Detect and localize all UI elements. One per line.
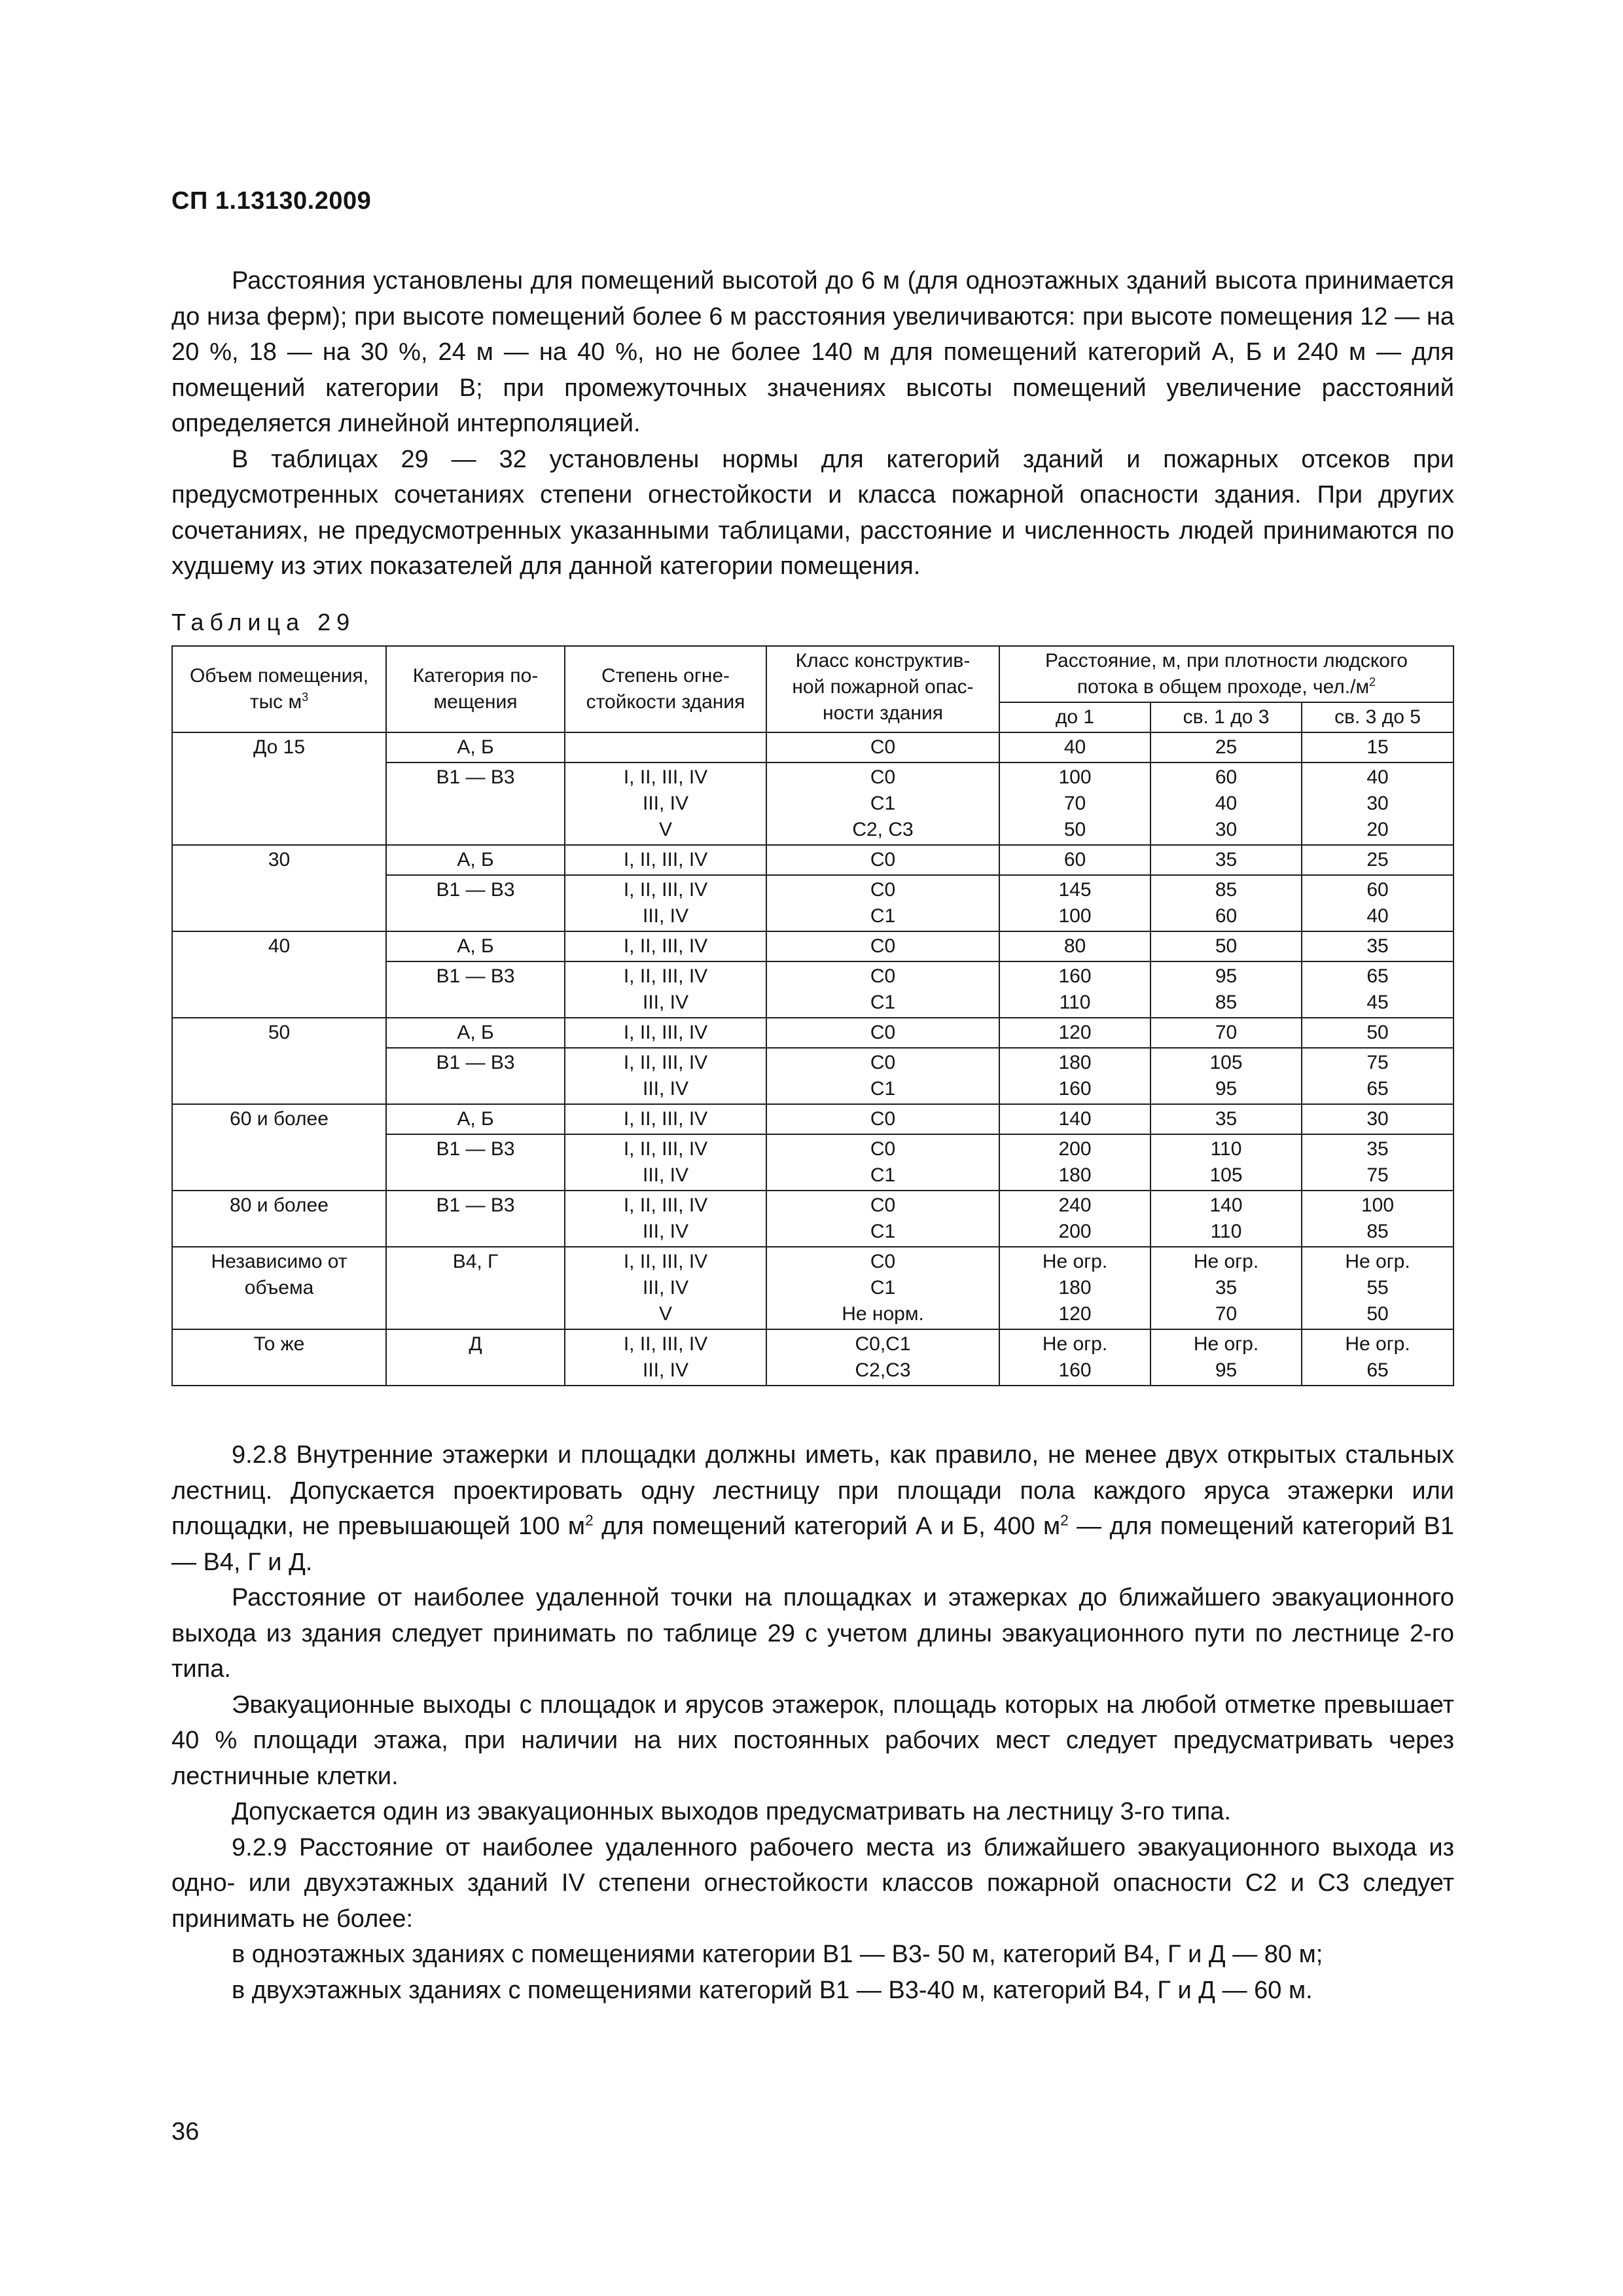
cell-d3: 40 30 20 <box>1302 762 1454 845</box>
cell-d1: 100 70 50 <box>999 762 1150 845</box>
cell-d3: 75 65 <box>1302 1048 1454 1104</box>
cell-volume: 80 и более <box>172 1191 386 1247</box>
cell-degree: I, II, III, IV III, IV <box>565 1134 766 1191</box>
cell-d3: 60 40 <box>1302 875 1454 931</box>
cell-d3: 50 <box>1302 1018 1454 1048</box>
cell-class: С0 С1 С2, С3 <box>766 762 999 845</box>
cell-d1: 80 <box>999 931 1150 961</box>
table-row <box>172 1191 1454 1247</box>
cell-volume: 40 <box>172 931 386 1018</box>
cell-volume: 30 <box>172 845 386 931</box>
cell-class: С0 <box>766 1104 999 1134</box>
cell-d2: 70 <box>1150 1018 1302 1048</box>
superscript: 2 <box>1060 1511 1069 1529</box>
table-row <box>172 1329 1454 1386</box>
paragraph-distance: Расстояние от наиболее удаленной точки на площадках и этажерках до ближайшего эвакуационного выхода из здания следует принимать по таблице 29 с учетом длины эвакуационного пути по лестнице 2-го типа. <box>171 1584 1454 1683</box>
col-header-volume <box>172 646 386 732</box>
cell-d1: 40 <box>999 732 1150 762</box>
cell-degree: I, II, III, IV III, IV <box>565 1048 766 1104</box>
paragraph-one-storey: в одноэтажных зданиях с помещениями категории В1 — В3- 50 м, категорий В4, Г и Д — 80 м; <box>232 1941 1323 1968</box>
cell-d2: Не огр. 35 70 <box>1150 1247 1302 1329</box>
cell-d1: 160 110 <box>999 961 1150 1018</box>
cell-category: А, Б <box>386 732 565 762</box>
cell-d1: 180 160 <box>999 1048 1150 1104</box>
cell-volume: То же <box>172 1329 386 1386</box>
cell-d1: 60 <box>999 845 1150 875</box>
cell-volume: 50 <box>172 1018 386 1104</box>
cell-d2: 105 95 <box>1150 1048 1302 1104</box>
cell-d2: 35 <box>1150 1104 1302 1134</box>
intro-paragraph-1: Расстояния установлены для помещений высотой до 6 м (для одноэтажных зданий высота принимается до низа ферм); при высоте помещений более 6 м расстояния увеличиваются: при высоте помещения 12 — на 20 %, 18 — на 30 %, 24 м — на 40 %, но не более 140 м для помещений категорий А, Б и 240 м — для помещений категории В; при промежуточных значениях высоты помещений увеличение расстояний определяется линейной интерполяцией. <box>171 267 1454 437</box>
cell-d2: 50 <box>1150 931 1302 961</box>
cell-category: В1 — В3 <box>386 762 565 845</box>
cell-volume: 60 и более <box>172 1104 386 1191</box>
cell-d2: 110 105 <box>1150 1134 1302 1191</box>
cell-d3: 35 <box>1302 931 1454 961</box>
document-code: СП 1.13130.2009 <box>171 187 372 215</box>
table-row <box>172 1247 1454 1329</box>
cell-class: С0 С1 <box>766 1048 999 1104</box>
cell-class: С0 С1 <box>766 1191 999 1247</box>
cell-volume: Независимо от объема <box>172 1247 386 1329</box>
col-header-distance <box>999 646 1454 702</box>
cell-degree: I, II, III, IV <box>565 1104 766 1134</box>
table-row <box>172 1104 1454 1134</box>
page-number: 36 <box>171 2118 200 2145</box>
col-header-fire-resistance: Степень огне- стойкости здания <box>565 646 766 732</box>
cell-category: Д <box>386 1329 565 1386</box>
cell-degree: I, II, III, IV III, IV V <box>565 1247 766 1329</box>
cell-d2: 85 60 <box>1150 875 1302 931</box>
col-header-volume-sup: 3 <box>302 691 309 704</box>
cell-d2: 35 <box>1150 845 1302 875</box>
cell-class: С0 <box>766 845 999 875</box>
cell-degree: I, II, III, IV III, IV V <box>565 762 766 845</box>
cell-d2: 25 <box>1150 732 1302 762</box>
cell-degree <box>565 732 766 762</box>
cell-d2: Не огр. 95 <box>1150 1329 1302 1386</box>
table-header-row <box>172 646 1454 702</box>
col-header-distance-text: Расстояние, м, при плотности людского потока в общем проходе, чел./м <box>1045 650 1408 698</box>
cell-category: А, Б <box>386 845 565 875</box>
table-row <box>172 1018 1454 1048</box>
cell-d1: 140 <box>999 1104 1150 1134</box>
cell-class: С0 <box>766 931 999 961</box>
paragraph-9-2-8 <box>171 1437 1454 1580</box>
superscript: 2 <box>585 1511 594 1529</box>
cell-class: С0 С1 <box>766 961 999 1018</box>
cell-category: В1 — В3 <box>386 1191 565 1247</box>
col-header-category: Категория по- мещения <box>386 646 565 732</box>
paragraph-9-2-8-part-c: — для помещений категорий В1 — В4, Г и Д. <box>171 1513 1454 1576</box>
cell-class: С0 С1 <box>766 875 999 931</box>
paragraph-9-2-9: 9.2.9 Расстояние от наиболее удаленного рабочего места из ближайшего эвакуационного выхода из одно- или двухэтажных зданий IV степени огнестойкости классов пожарной опасности С2 и С3 следует принимать не более: <box>171 1833 1454 1933</box>
cell-class: С0 С1 Не норм. <box>766 1247 999 1329</box>
table-caption: Таблица 29 <box>171 609 356 636</box>
cell-d3: 100 85 <box>1302 1191 1454 1247</box>
paragraph-9-2-8-part-a: 9.2.8 Внутренние этажерки и площадки должны иметь, как правило, не менее двух открытых стальных лестниц. Допускается проектировать одну лестницу при площади пола каждого яруса этажерки или площадки, не превышающей 100 м <box>171 1441 1454 1540</box>
cell-d3: 15 <box>1302 732 1454 762</box>
intro-paragraph-2: В таблицах 29 — 32 установлены нормы для категорий зданий и пожарных отсеков при предусмотренных сочетаниях степени огнестойкости и класса пожарной опасности здания. При других сочетаниях, не предусмотренных указанными таблицами, расстояние и численность людей принимаются по худшему из этих показателей для данной категории помещения. <box>171 445 1454 580</box>
section-text <box>171 1437 1454 2008</box>
paragraph-third-type-stair: Допускается один из эвакуационных выходов предусматривать на лестницу 3-го типа. <box>232 1798 1231 1825</box>
paragraph-evacuation-exits: Эвакуационные выходы с площадок и ярусов этажерок, площадь которых на любой отметке превышает 40 % площади этажа, при наличии на них постоянных рабочих мест следует предусматривать через лестничные клетки. <box>171 1691 1454 1790</box>
table-row <box>172 732 1454 762</box>
cell-category: В1 — В3 <box>386 1048 565 1104</box>
cell-d1: Не огр. 180 120 <box>999 1247 1150 1329</box>
paragraph-9-2-8-part-b: для помещений категорий А и Б, 400 м <box>593 1513 1061 1540</box>
cell-degree: I, II, III, IV III, IV <box>565 1191 766 1247</box>
col-header-density-2: св. 1 до 3 <box>1150 702 1302 732</box>
col-header-volume-text: Объем помещения, тыс м <box>189 665 369 713</box>
cell-d1: 120 <box>999 1018 1150 1048</box>
cell-category: В1 — В3 <box>386 875 565 931</box>
cell-degree: I, II, III, IV III, IV <box>565 961 766 1018</box>
cell-category: А, Б <box>386 1104 565 1134</box>
cell-d1: 145 100 <box>999 875 1150 931</box>
cell-category: В4, Г <box>386 1247 565 1329</box>
table-row <box>172 931 1454 961</box>
cell-degree: I, II, III, IV <box>565 1018 766 1048</box>
table-29 <box>171 645 1454 1386</box>
cell-class: С0 С1 <box>766 1134 999 1191</box>
paragraph-two-storey: в двухэтажных зданиях с помещениями категорий В1 — В3-40 м, категорий В4, Г и Д — 60 м. <box>232 1976 1313 2004</box>
cell-category: В1 — В3 <box>386 961 565 1018</box>
cell-d3: 65 45 <box>1302 961 1454 1018</box>
cell-d3: 35 75 <box>1302 1134 1454 1191</box>
cell-degree: I, II, III, IV <box>565 845 766 875</box>
cell-category: А, Б <box>386 931 565 961</box>
cell-category: В1 — В3 <box>386 1134 565 1191</box>
cell-d1: 200 180 <box>999 1134 1150 1191</box>
cell-class: С0 <box>766 1018 999 1048</box>
cell-degree: I, II, III, IV <box>565 931 766 961</box>
intro-text <box>171 263 1454 584</box>
cell-d3: 25 <box>1302 845 1454 875</box>
cell-d3: 30 <box>1302 1104 1454 1134</box>
col-header-density-3: св. 3 до 5 <box>1302 702 1454 732</box>
cell-d1: 240 200 <box>999 1191 1150 1247</box>
cell-category: А, Б <box>386 1018 565 1048</box>
cell-degree: I, II, III, IV III, IV <box>565 875 766 931</box>
table-row <box>172 845 1454 875</box>
cell-degree: I, II, III, IV III, IV <box>565 1329 766 1386</box>
cell-d2: 60 40 30 <box>1150 762 1302 845</box>
cell-d2: 95 85 <box>1150 961 1302 1018</box>
cell-class: С0,С1 С2,С3 <box>766 1329 999 1386</box>
cell-d3: Не огр. 65 <box>1302 1329 1454 1386</box>
col-header-distance-sup: 2 <box>1369 675 1376 689</box>
cell-class: С0 <box>766 732 999 762</box>
col-header-hazard-class: Класс конструктив- ной пожарной опас- ности здания <box>766 646 999 732</box>
col-header-density-1: до 1 <box>999 702 1150 732</box>
cell-volume: До 15 <box>172 732 386 845</box>
cell-d1: Не огр. 160 <box>999 1329 1150 1386</box>
cell-d2: 140 110 <box>1150 1191 1302 1247</box>
cell-d3: Не огр. 55 50 <box>1302 1247 1454 1329</box>
